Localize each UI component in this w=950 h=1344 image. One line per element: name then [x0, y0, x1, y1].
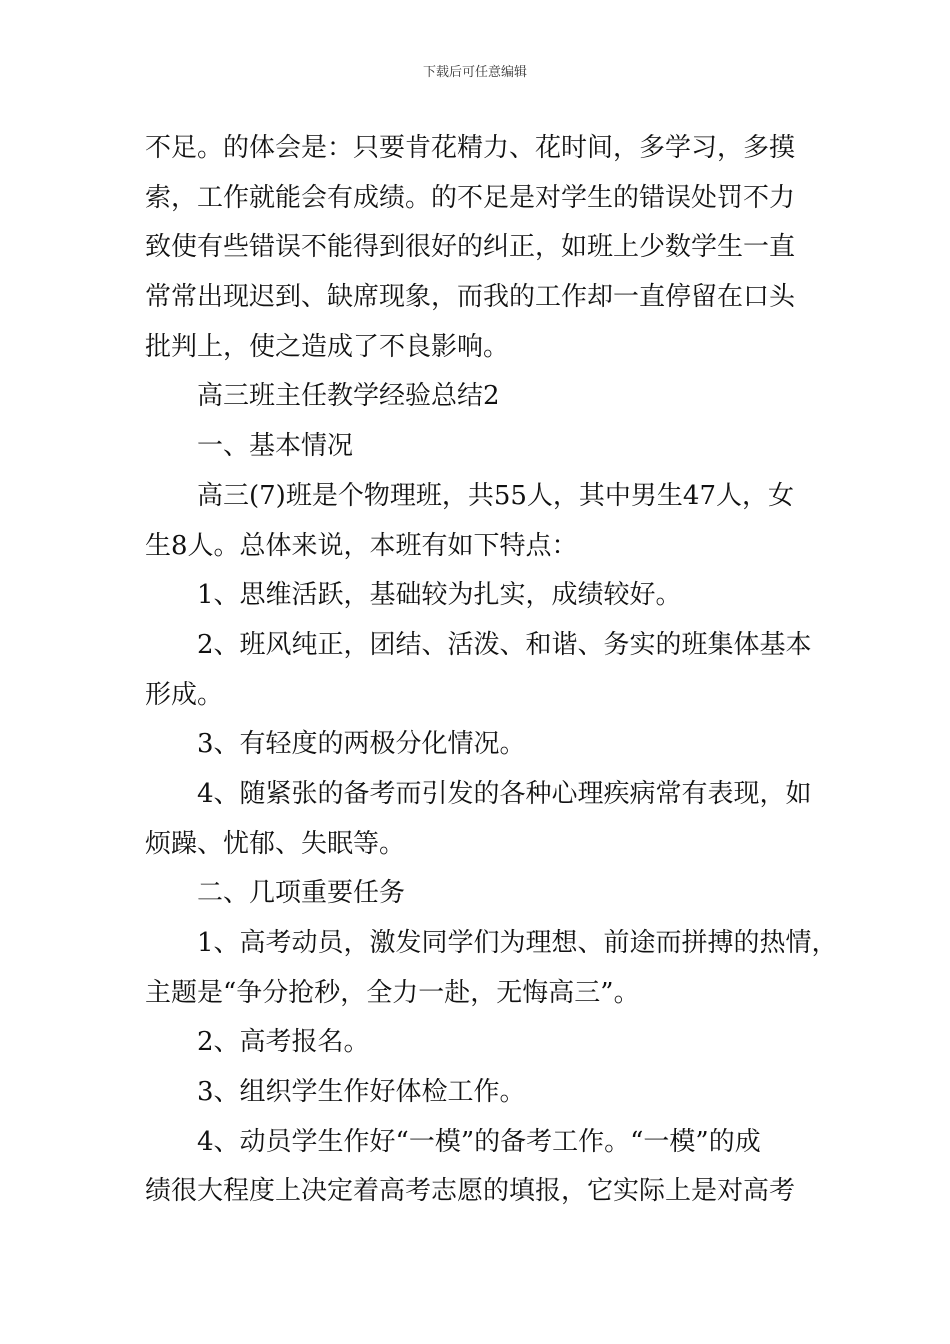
document-body — [145, 124, 838, 1217]
list-item: 4、动员学生作好“一模”的备考工作。“一模”的成 — [197, 1126, 761, 1157]
list-item: 1、思维活跃，基础较为扎实，成绩较好。 — [197, 580, 682, 611]
text-line: 主题是“争分抢秒，全力一赴，无悔高三”。 — [145, 977, 640, 1008]
list-item: 3、有轻度的两极分化情况。 — [197, 729, 526, 760]
text-line: 索，工作就能会有成绩。的不足是对学生的错误处罚不力 — [145, 182, 796, 213]
section-title: 高三班主任教学经验总结2 — [197, 381, 500, 412]
list-item: 3、组织学生作好体检工作。 — [197, 1077, 526, 1108]
text-line: 形成。 — [145, 679, 224, 710]
text-line: 烦躁、忧郁、失眠等。 — [145, 828, 406, 859]
list-item: 2、高考报名。 — [197, 1027, 370, 1058]
text-line: 常常出现迟到、缺席现象，而我的工作却一直停留在口头 — [145, 282, 796, 313]
text-line: 批判上，使之造成了不良影响。 — [145, 331, 510, 362]
section-heading: 二、几项重要任务 — [197, 878, 406, 909]
list-item: 2、班风纯正，团结、活泼、和谐、务实的班集体基本 — [197, 629, 812, 660]
list-item: 4、随紧张的备考而引发的各种心理疾病常有表现，如 — [197, 778, 812, 809]
text-line: 高三(7)班是个物理班，共55人，其中男生47人，女 — [197, 480, 794, 511]
page-header: 下载后可任意编辑 — [422, 65, 527, 80]
list-item: 1、高考动员，激发同学们为理想、前途而拼搏的热情， — [197, 928, 838, 958]
text-line: 不足。的体会是：只要肯花精力、花时间，多学习，多摸 — [145, 133, 796, 163]
text-line: 绩很大程度上决定着高考志愿的填报，它实际上是对高考 — [145, 1176, 796, 1207]
section-heading: 一、基本情况 — [197, 431, 354, 462]
text-line: 生8人。总体来说，本班有如下特点： — [145, 530, 578, 561]
text-line: 致使有些错误不能得到很好的纠正，如班上少数学生一直 — [145, 232, 796, 263]
